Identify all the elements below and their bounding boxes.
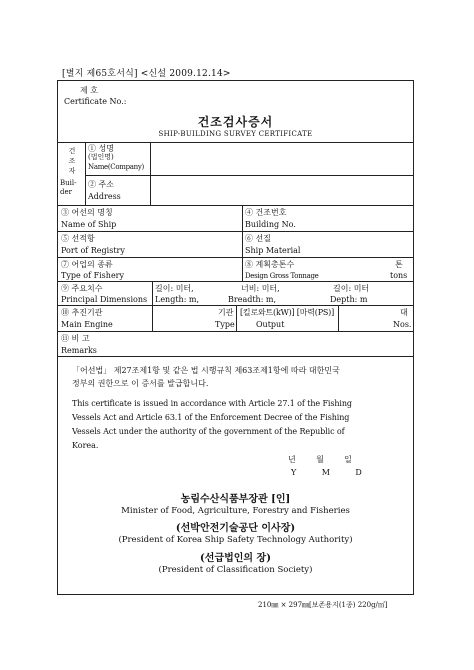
tonnage-unit-ko: 톤 [395, 260, 403, 269]
certificate-title-ko: 건조검사증서 [197, 115, 274, 129]
fishery-label-en: Type of Fishery [61, 271, 125, 280]
output-label-en: Output [256, 320, 285, 329]
tonnage-unit-en: tons [390, 271, 408, 280]
grid-line [338, 305, 339, 331]
grid-line [58, 331, 413, 332]
statement-en-line-2: Vessels Act and Article 63.1 of the Enforcement Decree of the Fishing [72, 413, 350, 422]
classification-president-ko: (선급법인의 장) [200, 553, 271, 564]
remarks-label-ko: ⑪ 비 고 [61, 334, 90, 343]
material-label-en: Ship Material [245, 246, 301, 255]
issue-date-ko: 년 월 일 [288, 455, 352, 464]
port-label-en: Port of Registry [61, 246, 125, 255]
engine-label-en: Main Engine [61, 320, 113, 329]
units-label-en: Nos. [393, 320, 412, 329]
engine-type-label-en: Type [215, 320, 235, 329]
length-label-en: Length: m, [155, 295, 200, 304]
grid-line [58, 257, 413, 258]
depth-label-en: Depth: m [330, 295, 368, 304]
certificate-no-label-ko: 제 호 [80, 86, 98, 95]
classification-president-en: (President of Classification Society) [158, 565, 313, 575]
statement-en-line-3: Vessels Act under the authority of the government of the Republic of [72, 427, 345, 436]
name-label-ko: ① 성명 [88, 144, 114, 153]
grid-line [58, 205, 413, 206]
building-no-label-ko: ④ 건조번호 [245, 208, 287, 217]
kst-president-en: (President of Korea Ship Safety Technology Authority) [118, 535, 353, 545]
certificate-sheet [57, 80, 414, 595]
grid-line [152, 281, 153, 331]
engine-label-ko: ⑩ 추진기관 [61, 308, 103, 317]
name-label-ko-sub: (법인명) [88, 153, 114, 161]
grid-line [150, 142, 151, 205]
grid-line [85, 142, 86, 205]
output-label-ko: [킬로와트(kW)] [마력(PS)] [240, 308, 335, 317]
breadth-label-en: Breadth: m, [228, 295, 277, 304]
grid-line [58, 231, 413, 232]
ship-name-label-ko: ③ 어선의 명칭 [61, 208, 113, 217]
statement-ko-line-2: 정부의 권한으로 이 증서를 발급합니다. [72, 379, 209, 388]
length-label-ko: 길이: 미터, [155, 284, 194, 293]
form-number: [별지 제65호서식] <신설 2009.12.14> [62, 69, 231, 79]
builder-side-label-ko: 건 조 자 [68, 147, 76, 175]
address-label-ko: ② 주소 [88, 180, 114, 189]
grid-line [242, 205, 243, 281]
grid-line [85, 175, 413, 176]
dimensions-label-ko: ⑨ 주요치수 [61, 284, 103, 293]
paper-spec: 210㎜ × 297㎜[보존용지(1종) 220g/㎡] [258, 601, 388, 609]
builder-side-label-en: Buil- der [60, 179, 77, 196]
grid-line [58, 356, 413, 357]
dimensions-label-en: Principal Dimensions [61, 295, 148, 304]
certificate-title-en: SHIP-BUILDING SURVEY CERTIFICATE [158, 130, 313, 138]
breadth-label-ko: 너비: 미터, [241, 284, 280, 293]
issue-date-en: Y M D [291, 468, 362, 477]
grid-line [58, 281, 413, 282]
minister-en: Minister of Food, Agriculture, Forestry and Fisheries [121, 506, 350, 516]
fishery-label-ko: ⑦ 어업의 종류 [61, 260, 113, 269]
engine-type-label-ko: 기관 [218, 308, 234, 317]
remarks-label-en: Remarks [61, 346, 97, 355]
statement-en-line-1: This certificate is issued in accordance with Article 27.1 of the Fishing [72, 399, 352, 408]
building-no-label-en: Building No. [245, 220, 296, 229]
minister-ko: 농림수산식품부장관 [인] [180, 494, 291, 505]
kst-president-ko: (선박안전기술공단 이사장) [175, 523, 296, 534]
address-label-en: Address [88, 192, 121, 201]
material-label-ko: ⑥ 선질 [245, 234, 271, 243]
statement-ko-line-1: 「어선법」 제27조제1항 및 같은 법 시행규칙 제63조제1항에 따라 대한민국 [72, 366, 340, 375]
tonnage-label-en: Design Gross Tonnage [245, 272, 319, 280]
grid-line [236, 305, 237, 331]
name-label-en: Name(Company) [88, 163, 144, 171]
tonnage-label-ko: ⑧ 계획총톤수 [245, 260, 295, 269]
statement-en-line-4: Korea. [72, 441, 99, 450]
certificate-no-label-en: Certificate No.: [64, 97, 127, 106]
ship-name-label-en: Name of Ship [61, 220, 117, 229]
depth-label-ko: 길이: 미터 [333, 284, 370, 293]
units-label-ko: 대 [400, 308, 408, 317]
grid-line [58, 142, 413, 143]
port-label-ko: ⑤ 선적항 [61, 234, 95, 243]
